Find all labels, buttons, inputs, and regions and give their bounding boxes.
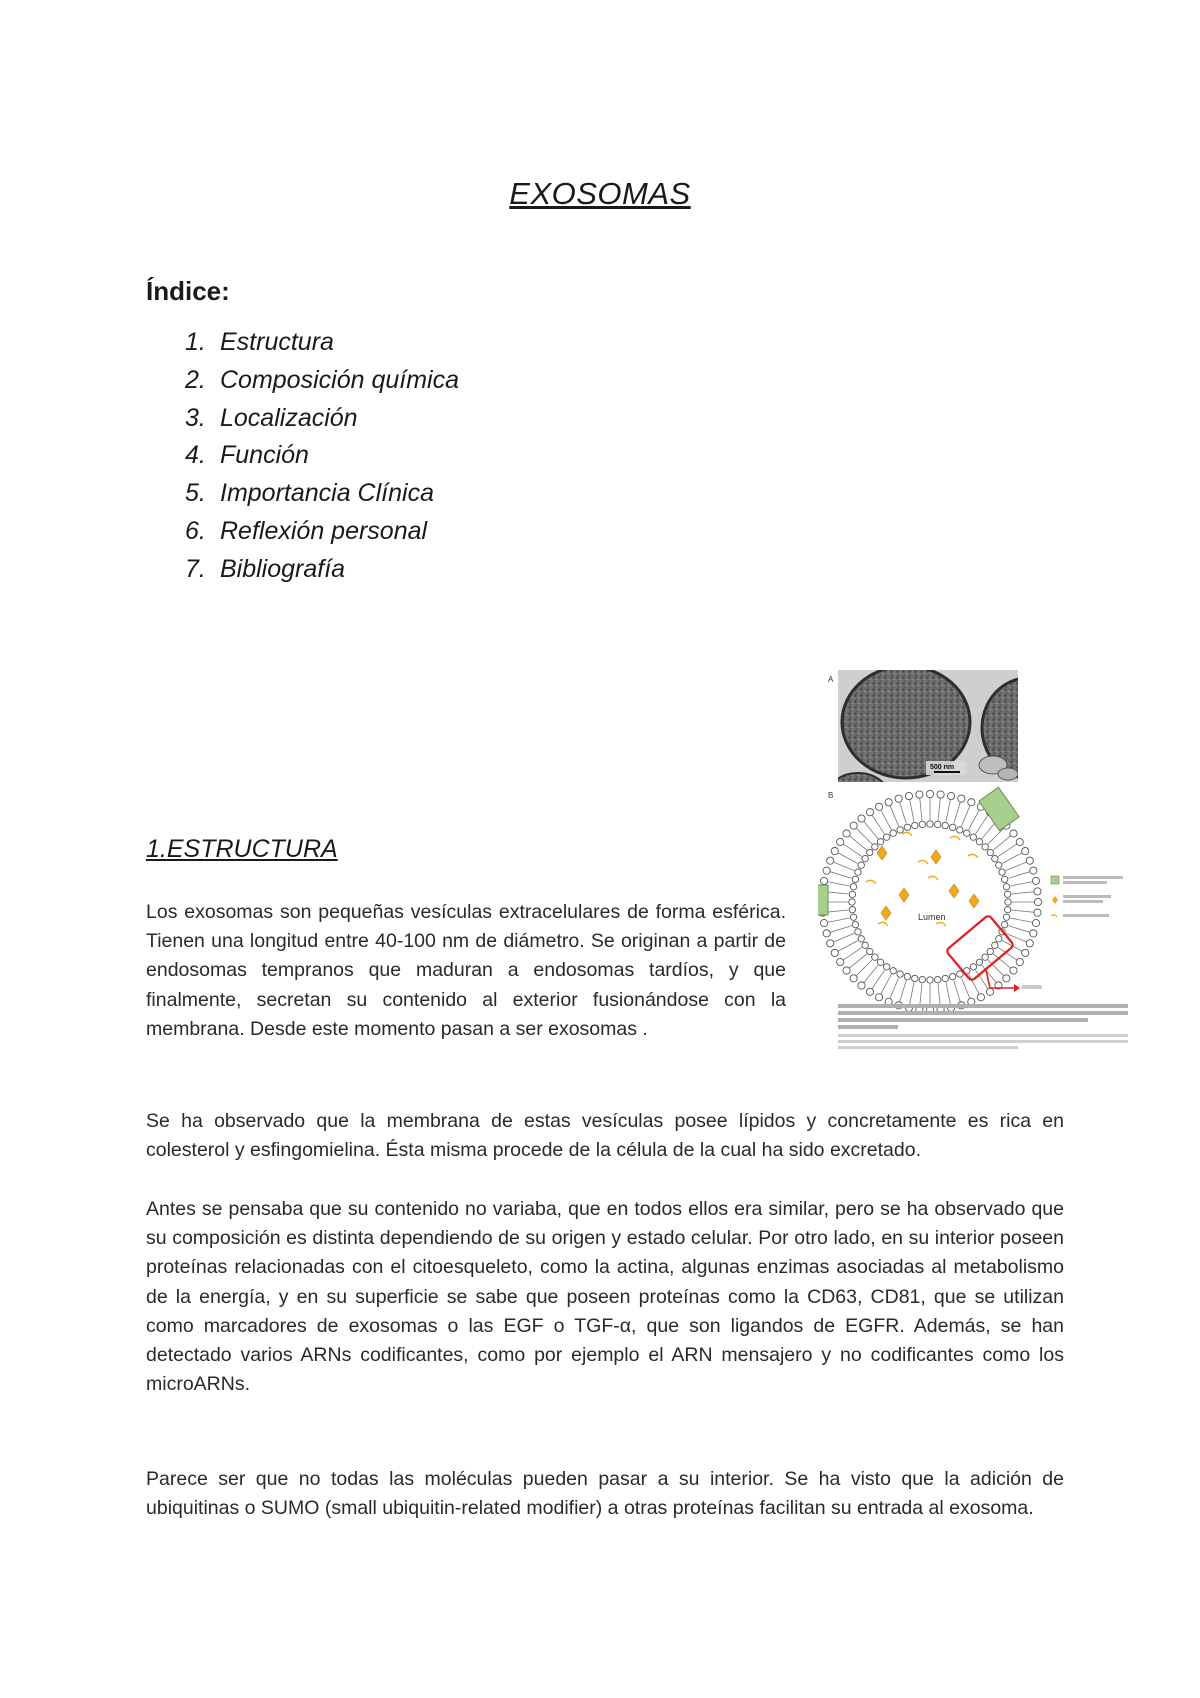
lipid-tail xyxy=(1008,926,1029,932)
lipid-head-inner xyxy=(862,855,868,861)
lipid-tail xyxy=(890,978,898,998)
lipid-head-outer xyxy=(1034,898,1041,905)
lipid-head-outer xyxy=(831,949,838,956)
lipid-head-outer xyxy=(875,994,882,1001)
lipid-head-inner xyxy=(976,839,982,845)
lipid-head-inner xyxy=(1005,899,1011,905)
lipid-tail xyxy=(920,799,922,821)
lipid-head-inner xyxy=(883,834,889,840)
lipid-head-outer xyxy=(905,792,912,799)
lipid-head-outer xyxy=(968,799,975,806)
index-label: Importancia Clínica xyxy=(220,479,434,508)
lipid-tail xyxy=(834,933,854,941)
lipid-head-outer xyxy=(1026,940,1033,947)
lipid-head-inner xyxy=(849,899,855,905)
lipid-head-outer xyxy=(858,815,865,822)
lipid-head-outer xyxy=(1016,958,1023,965)
index-item xyxy=(185,437,459,475)
lipid-head-outer xyxy=(1022,949,1029,956)
lipid-head-inner xyxy=(934,821,940,827)
lipid-head-outer xyxy=(1010,967,1017,974)
lipid-head-outer xyxy=(1026,857,1033,864)
lipid-head-outer xyxy=(1032,877,1039,884)
lipid-head-inner xyxy=(904,973,910,979)
index-item xyxy=(185,475,459,513)
lipid-head-inner xyxy=(942,822,948,828)
lipid-head-outer xyxy=(1034,888,1041,895)
lipid-head-outer xyxy=(885,799,892,806)
lipid-head-inner xyxy=(872,844,878,850)
lipid-head-outer xyxy=(823,867,830,874)
lipid-head-inner xyxy=(999,869,1005,875)
lipid-tail xyxy=(1002,853,1021,863)
lipid-tail xyxy=(969,810,979,829)
lipid-head-outer xyxy=(843,830,850,837)
lipid-head-inner xyxy=(927,977,933,983)
lipid-head-outer xyxy=(827,940,834,947)
lipid-head-inner xyxy=(883,964,889,970)
lipid-head-inner xyxy=(897,971,903,977)
index-label: Estructura xyxy=(220,328,334,356)
lipid-head-outer xyxy=(1030,867,1037,874)
lipid-head-inner xyxy=(867,849,873,855)
lipid-head-outer xyxy=(895,795,902,802)
paragraph: Parece ser que no todas las moléculas pueden pasar a su interior. Se ha visto que la adición de ubiquitinas o SUMO (small ubiquitin-related modifier) a otras proteínas facilitan su entrada al exosoma. xyxy=(146,1468,1064,1520)
lipid-tail xyxy=(830,926,851,932)
index-number: 7. xyxy=(185,554,206,583)
lipid-head-inner xyxy=(934,976,940,982)
lipid-tail xyxy=(938,984,940,1006)
index-number: 1. xyxy=(185,328,206,356)
lipid-head-inner xyxy=(855,929,861,935)
lipid-tail xyxy=(998,844,1016,856)
index-label: Función xyxy=(220,441,309,470)
lipid-head-inner xyxy=(949,973,955,979)
figure-caption xyxy=(838,1004,1128,1049)
index-number: 4. xyxy=(185,441,206,470)
lipid-head-inner xyxy=(992,942,998,948)
lipid-head-inner xyxy=(987,849,993,855)
transmembrane-protein-left xyxy=(818,885,828,915)
lipid-head-outer xyxy=(1032,919,1039,926)
lipid-tail xyxy=(864,965,878,982)
lipid-tail xyxy=(961,806,969,826)
lipid-tail xyxy=(838,853,857,863)
lipid-head-outer xyxy=(1022,847,1029,854)
lipid-head-outer xyxy=(1010,830,1017,837)
lipid-head-inner xyxy=(1003,914,1009,920)
lipid-head-outer xyxy=(1016,838,1023,845)
lipid-tail xyxy=(856,828,872,844)
lipid-head-inner xyxy=(942,975,948,981)
index-item xyxy=(185,324,459,362)
highlight-arrowhead xyxy=(1014,984,1020,992)
index-item xyxy=(185,551,459,589)
lipid-tail xyxy=(1006,862,1026,870)
index-list xyxy=(185,324,459,589)
lipid-tail xyxy=(900,802,906,823)
lipid-tail xyxy=(1010,918,1032,922)
lipid-head-inner xyxy=(872,954,878,960)
lipid-head-outer xyxy=(820,919,827,926)
lipid-tail xyxy=(830,872,851,878)
lipid-head-inner xyxy=(855,869,861,875)
panel-a-letter: A xyxy=(828,675,834,684)
exosome-figure-graphic xyxy=(818,670,1136,1054)
lipid-tail xyxy=(976,816,988,834)
lipid-head-inner xyxy=(877,839,883,845)
lipid-head-inner xyxy=(957,827,963,833)
lipid-head-inner xyxy=(970,964,976,970)
lipid-head-inner xyxy=(1004,906,1010,912)
lipid-tail xyxy=(838,941,857,951)
lipid-tail xyxy=(920,984,922,1006)
lipid-tail xyxy=(1008,872,1029,878)
lipid-head-inner xyxy=(919,821,925,827)
lipid-head-outer xyxy=(926,790,933,797)
lipid-head-inner xyxy=(964,830,970,836)
index-label: Localización xyxy=(220,403,358,432)
lipid-head-outer xyxy=(1034,909,1041,916)
lipid-head-inner xyxy=(850,884,856,890)
lipid-tail xyxy=(872,970,884,988)
lipid-head-inner xyxy=(982,954,988,960)
lipid-head-inner xyxy=(858,936,864,942)
lipid-head-inner xyxy=(927,821,933,827)
lipid-tail xyxy=(881,810,891,829)
lipid-tail xyxy=(954,980,960,1001)
lipid-head-outer xyxy=(1030,930,1037,937)
lipid-tail xyxy=(864,822,878,839)
figure-legend xyxy=(1051,876,1123,917)
index-heading: Índice: xyxy=(146,276,230,306)
lipid-head-outer xyxy=(986,988,993,995)
lipid-head-inner xyxy=(1004,891,1010,897)
lipid-head-outer xyxy=(875,803,882,810)
lipid-tail xyxy=(900,980,906,1001)
lipid-tail xyxy=(954,802,960,823)
lipid-tail xyxy=(938,799,940,821)
lipid-head-inner xyxy=(862,942,868,948)
lipid-tail xyxy=(827,910,849,912)
lipid-head-outer xyxy=(843,967,850,974)
lipid-head-inner xyxy=(970,834,976,840)
exosome-figure xyxy=(818,670,1136,1054)
lipid-head-inner xyxy=(912,822,918,828)
lipid-head-inner xyxy=(976,959,982,965)
lipid-tail xyxy=(872,816,884,834)
lipid-head-inner xyxy=(992,855,998,861)
lipid-head-inner xyxy=(849,906,855,912)
lipid-head-outer xyxy=(937,791,944,798)
lipid-head-inner xyxy=(919,976,925,982)
lipid-head-outer xyxy=(850,822,857,829)
lipid-head-outer xyxy=(831,847,838,854)
index-item xyxy=(185,400,459,438)
lipid-head-outer xyxy=(837,958,844,965)
lipid-head-inner xyxy=(852,921,858,927)
panel-b-letter: B xyxy=(828,791,834,800)
lipid-head-outer xyxy=(977,994,984,1001)
lipid-head-inner xyxy=(987,948,993,954)
paragraph: Se ha observado que la membrana de estas vesículas posee lípidos y concretamente es rica en colesterol y esfingomielina. Ésta misma procede de la célula de la cual ha sido excretado. xyxy=(146,1110,1064,1162)
lipid-head-outer xyxy=(947,792,954,799)
lipid-head-inner xyxy=(890,830,896,836)
lipid-head-inner xyxy=(890,968,896,974)
index-label: Composición química xyxy=(220,365,459,394)
lipid-head-inner xyxy=(949,824,955,830)
lipid-tail xyxy=(946,800,950,822)
lipid-tail xyxy=(988,828,1004,844)
lipid-head-outer xyxy=(850,975,857,982)
index-number: 5. xyxy=(185,479,206,508)
lipid-tail xyxy=(834,862,854,870)
lipid-head-inner xyxy=(904,824,910,830)
paragraph: Los exosomas son pequeñas vesículas extracelulares de forma esférica. Tienen una longitud entre 40-100 nm de diámetro. Se originan a partir de endosomas tempranos que maduran a endosomas tardíos, y que finalmente, secretan su contenido al exterior fusionándose con la membrana. Desde este momento pasan a ser exosomas . xyxy=(146,901,786,1040)
index-label: Bibliografía xyxy=(220,554,346,583)
scale-bar-label: 500 nm xyxy=(930,764,955,771)
lipid-tail xyxy=(881,974,891,993)
document-title: EXOSOMAS xyxy=(509,176,691,211)
lipid-head-outer xyxy=(866,988,873,995)
lipid-tail xyxy=(827,892,849,894)
lipid-tail xyxy=(828,882,850,886)
lipid-tail xyxy=(844,948,862,960)
index-number: 3. xyxy=(185,403,206,432)
lipid-head-inner xyxy=(1001,921,1007,927)
lipid-head-outer xyxy=(820,877,827,884)
lipid-head-outer xyxy=(827,857,834,864)
index-label: Reflexión personal xyxy=(220,516,428,545)
lipid-head-outer xyxy=(916,791,923,798)
paragraph: Antes se pensaba que su contenido no variaba, que en todos ellos era similar, pero se ha observado que su composición es distinta dependiendo de su origen y estado celular. Por otro lado, en su interior poseen proteínas relacionadas con el citoesqueleto, como la actina, algunas enzimas asociadas al metabolismo de la energía, y en su superficie se sabe que poseen proteínas como la CD63, CD81, que se utilizan como marcadores de exosomas o las EGF o TGF-α, que son ligandos de EGFR. Además, se han detectado varios ARNs codificantes, como por ejemplo el ARN mensajero y no codificantes como los microARNs. xyxy=(146,1198,1064,1396)
lipid-head-outer xyxy=(858,982,865,989)
lipid-head-inner xyxy=(897,827,903,833)
lipid-tail xyxy=(982,822,996,839)
lipid-tail xyxy=(850,954,867,968)
lipid-tail xyxy=(946,982,950,1004)
lumen-label: Lumen xyxy=(918,912,946,922)
index-item xyxy=(185,513,459,551)
section-heading-estructura: 1.ESTRUCTURA xyxy=(146,835,338,863)
lipid-tail xyxy=(910,982,914,1004)
lipid-head-inner xyxy=(1001,876,1007,882)
lipid-head-outer xyxy=(823,930,830,937)
lipid-head-inner xyxy=(996,862,1002,868)
lipid-tail xyxy=(890,806,898,826)
lipid-head-inner xyxy=(850,914,856,920)
lipid-tail xyxy=(856,960,872,976)
index-number: 6. xyxy=(185,516,206,545)
lipid-tail xyxy=(993,836,1010,850)
lipid-tail xyxy=(828,918,850,922)
lipid-head-inner xyxy=(996,936,1002,942)
lipid-tail xyxy=(1010,882,1032,886)
lipid-head-inner xyxy=(867,948,873,954)
arrow-label-blur xyxy=(1022,985,1042,989)
transmembrane-protein-top xyxy=(979,787,1019,830)
index-item xyxy=(185,362,459,400)
lipid-tail xyxy=(910,800,914,822)
lipid-tail xyxy=(844,844,862,856)
lipid-head-inner xyxy=(849,891,855,897)
lipid-tail xyxy=(850,836,867,850)
lipid-head-inner xyxy=(877,959,883,965)
enzyme-diamonds xyxy=(877,846,979,920)
lipid-head-inner xyxy=(982,844,988,850)
index-number: 2. xyxy=(185,365,206,394)
lipid-head-outer xyxy=(866,809,873,816)
lipid-head-inner xyxy=(912,975,918,981)
lipid-head-inner xyxy=(1003,884,1009,890)
lipid-tail xyxy=(1012,910,1034,912)
lipid-tail xyxy=(961,978,969,998)
lipid-head-outer xyxy=(837,838,844,845)
lipid-head-inner xyxy=(852,876,858,882)
lipid-tail xyxy=(1012,892,1034,894)
lipid-head-inner xyxy=(858,862,864,868)
lipid-head-outer xyxy=(1003,975,1010,982)
lipid-head-outer xyxy=(958,795,965,802)
